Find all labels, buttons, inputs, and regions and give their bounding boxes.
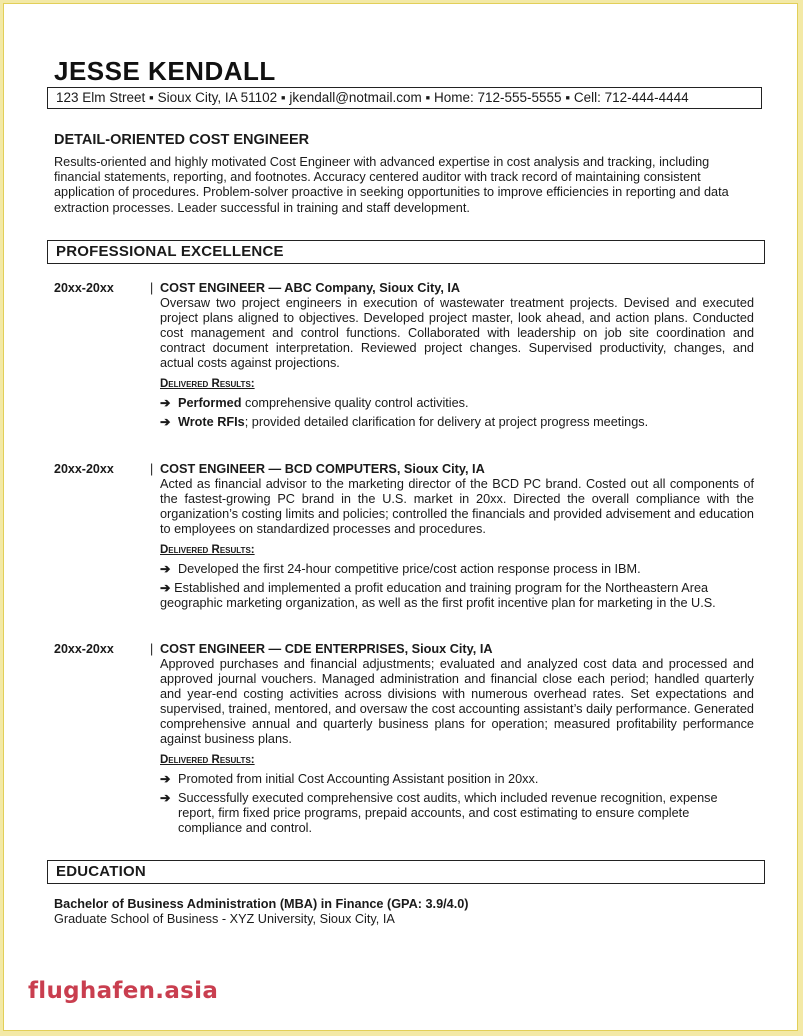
candidate-name: JESSE KENDALL bbox=[54, 56, 276, 86]
result-bullet bbox=[160, 581, 754, 611]
job-separator: | bbox=[150, 281, 154, 295]
right-arrow-icon: ➔ bbox=[160, 562, 171, 576]
result-bullet bbox=[160, 772, 754, 787]
education-degree: Bachelor of Business Administration (MBA) in Finance (GPA: 3.9/4.0) bbox=[54, 897, 469, 911]
bullet-text: comprehensive quality control activities. bbox=[241, 396, 469, 410]
right-arrow-icon: ➔ bbox=[160, 581, 175, 595]
bullet-text: ; provided detailed clarification for delivery at project progress meetings. bbox=[244, 415, 649, 429]
job-dates: 20xx-20xx bbox=[54, 281, 114, 295]
bullet-text: Established and implemented a profit education and training program for the Northeastern Area geographic marketing organization, as well as the first profit incentive plan for marketing in the U.S. bbox=[160, 581, 716, 610]
job-description: Oversaw two project engineers in execution of wastewater treatment projects. Devised and executed project plans aligned to objectives. Developed project master, look ahead, and action plans. Conducted cost management and control functions. Collaborated with leadership on job site coordination and contract document interpretation. Reviewed project changes. Supervised productivity, changes, and actual costs against projections. bbox=[160, 296, 754, 370]
summary-text: Results-oriented and highly motivated Cost Engineer with advanced expertise in cost analysis and tracking, including financial statements, reporting, and footnotes. Accuracy centered auditor with track record of maintaining consistent application of procedures. Problem-solver proactive in seeking opportunities to improve efficiencies in reporting and data extraction processes. Leader successful in training and staff development. bbox=[54, 155, 729, 215]
bullet-text: Developed the first 24-hour competitive price/cost action response process in IBM. bbox=[178, 562, 641, 576]
result-bullet bbox=[160, 791, 754, 836]
bullet-text: Promoted from initial Cost Accounting Assistant position in 20xx. bbox=[178, 772, 539, 786]
experience-heading: PROFESSIONAL EXCELLENCE bbox=[47, 240, 765, 264]
bullet-lead: Performed bbox=[178, 396, 242, 410]
delivered-results-label: Delivered Results: bbox=[160, 378, 255, 390]
right-arrow-icon: ➔ bbox=[160, 396, 171, 410]
job-title: COST ENGINEER — ABC Company, Sioux City, IA bbox=[160, 281, 461, 295]
resume-page bbox=[3, 3, 798, 1031]
job-title: COST ENGINEER — BCD COMPUTERS, Sioux City, IA bbox=[160, 462, 485, 476]
delivered-results-label: Delivered Results: bbox=[160, 754, 255, 766]
education-school: Graduate School of Business - XYZ University, Sioux City, IA bbox=[54, 912, 395, 926]
delivered-results-label: Delivered Results: bbox=[160, 544, 255, 556]
right-arrow-icon: ➔ bbox=[160, 791, 171, 805]
job-dates: 20xx-20xx bbox=[54, 642, 114, 656]
watermark-logo: flughafen.asia bbox=[28, 978, 219, 1004]
job-dates: 20xx-20xx bbox=[54, 462, 114, 476]
bullet-text: Successfully executed comprehensive cost audits, which included revenue recognition, expense report, firm fixed price programs, prepaid accounts, and cost estimating to ensure complete compliance and control. bbox=[178, 791, 718, 835]
job-description: Approved purchases and financial adjustments; evaluated and analyzed cost data and processed and approved journal vouchers. Managed administration and financial close each period; handled quarterly and year-end costing activities across divisions with numerous overhead rates. Set expectations and supervised, trained, mentored, and oversaw the cost accounting assistant’s daily performance. Generated comprehensive annual and quarterly business plans for operation; measured profitability performance against business plans. bbox=[160, 657, 754, 746]
contact-bar: 123 Elm Street ▪ Sioux City, IA 51102 ▪ jkendall@notmail.com ▪ Home: 712-555-5555 ▪ Cell: 712-444-4444 bbox=[47, 87, 762, 109]
bullet-lead: Wrote RFIs bbox=[178, 415, 245, 429]
result-bullet bbox=[160, 415, 754, 430]
job-title: COST ENGINEER — CDE ENTERPRISES, Sioux City, IA bbox=[160, 642, 493, 656]
education-heading: EDUCATION bbox=[47, 860, 765, 884]
right-arrow-icon: ➔ bbox=[160, 772, 171, 786]
result-bullet bbox=[160, 562, 754, 577]
summary-headline: DETAIL-ORIENTED COST ENGINEER bbox=[54, 132, 310, 148]
result-bullet bbox=[160, 396, 754, 411]
job-separator: | bbox=[150, 462, 154, 476]
job-separator: | bbox=[150, 642, 154, 656]
job-description: Acted as financial advisor to the marketing director of the BCD PC brand. Costed out all components of the fastest-growing PC brand in the U.S. market in 20xx. Directed the overall compliance with the organization’s costing limits and policies; controlled the financials and provided advisement and education to employees on standardized processes and procedures. bbox=[160, 477, 754, 536]
right-arrow-icon: ➔ bbox=[160, 415, 171, 429]
